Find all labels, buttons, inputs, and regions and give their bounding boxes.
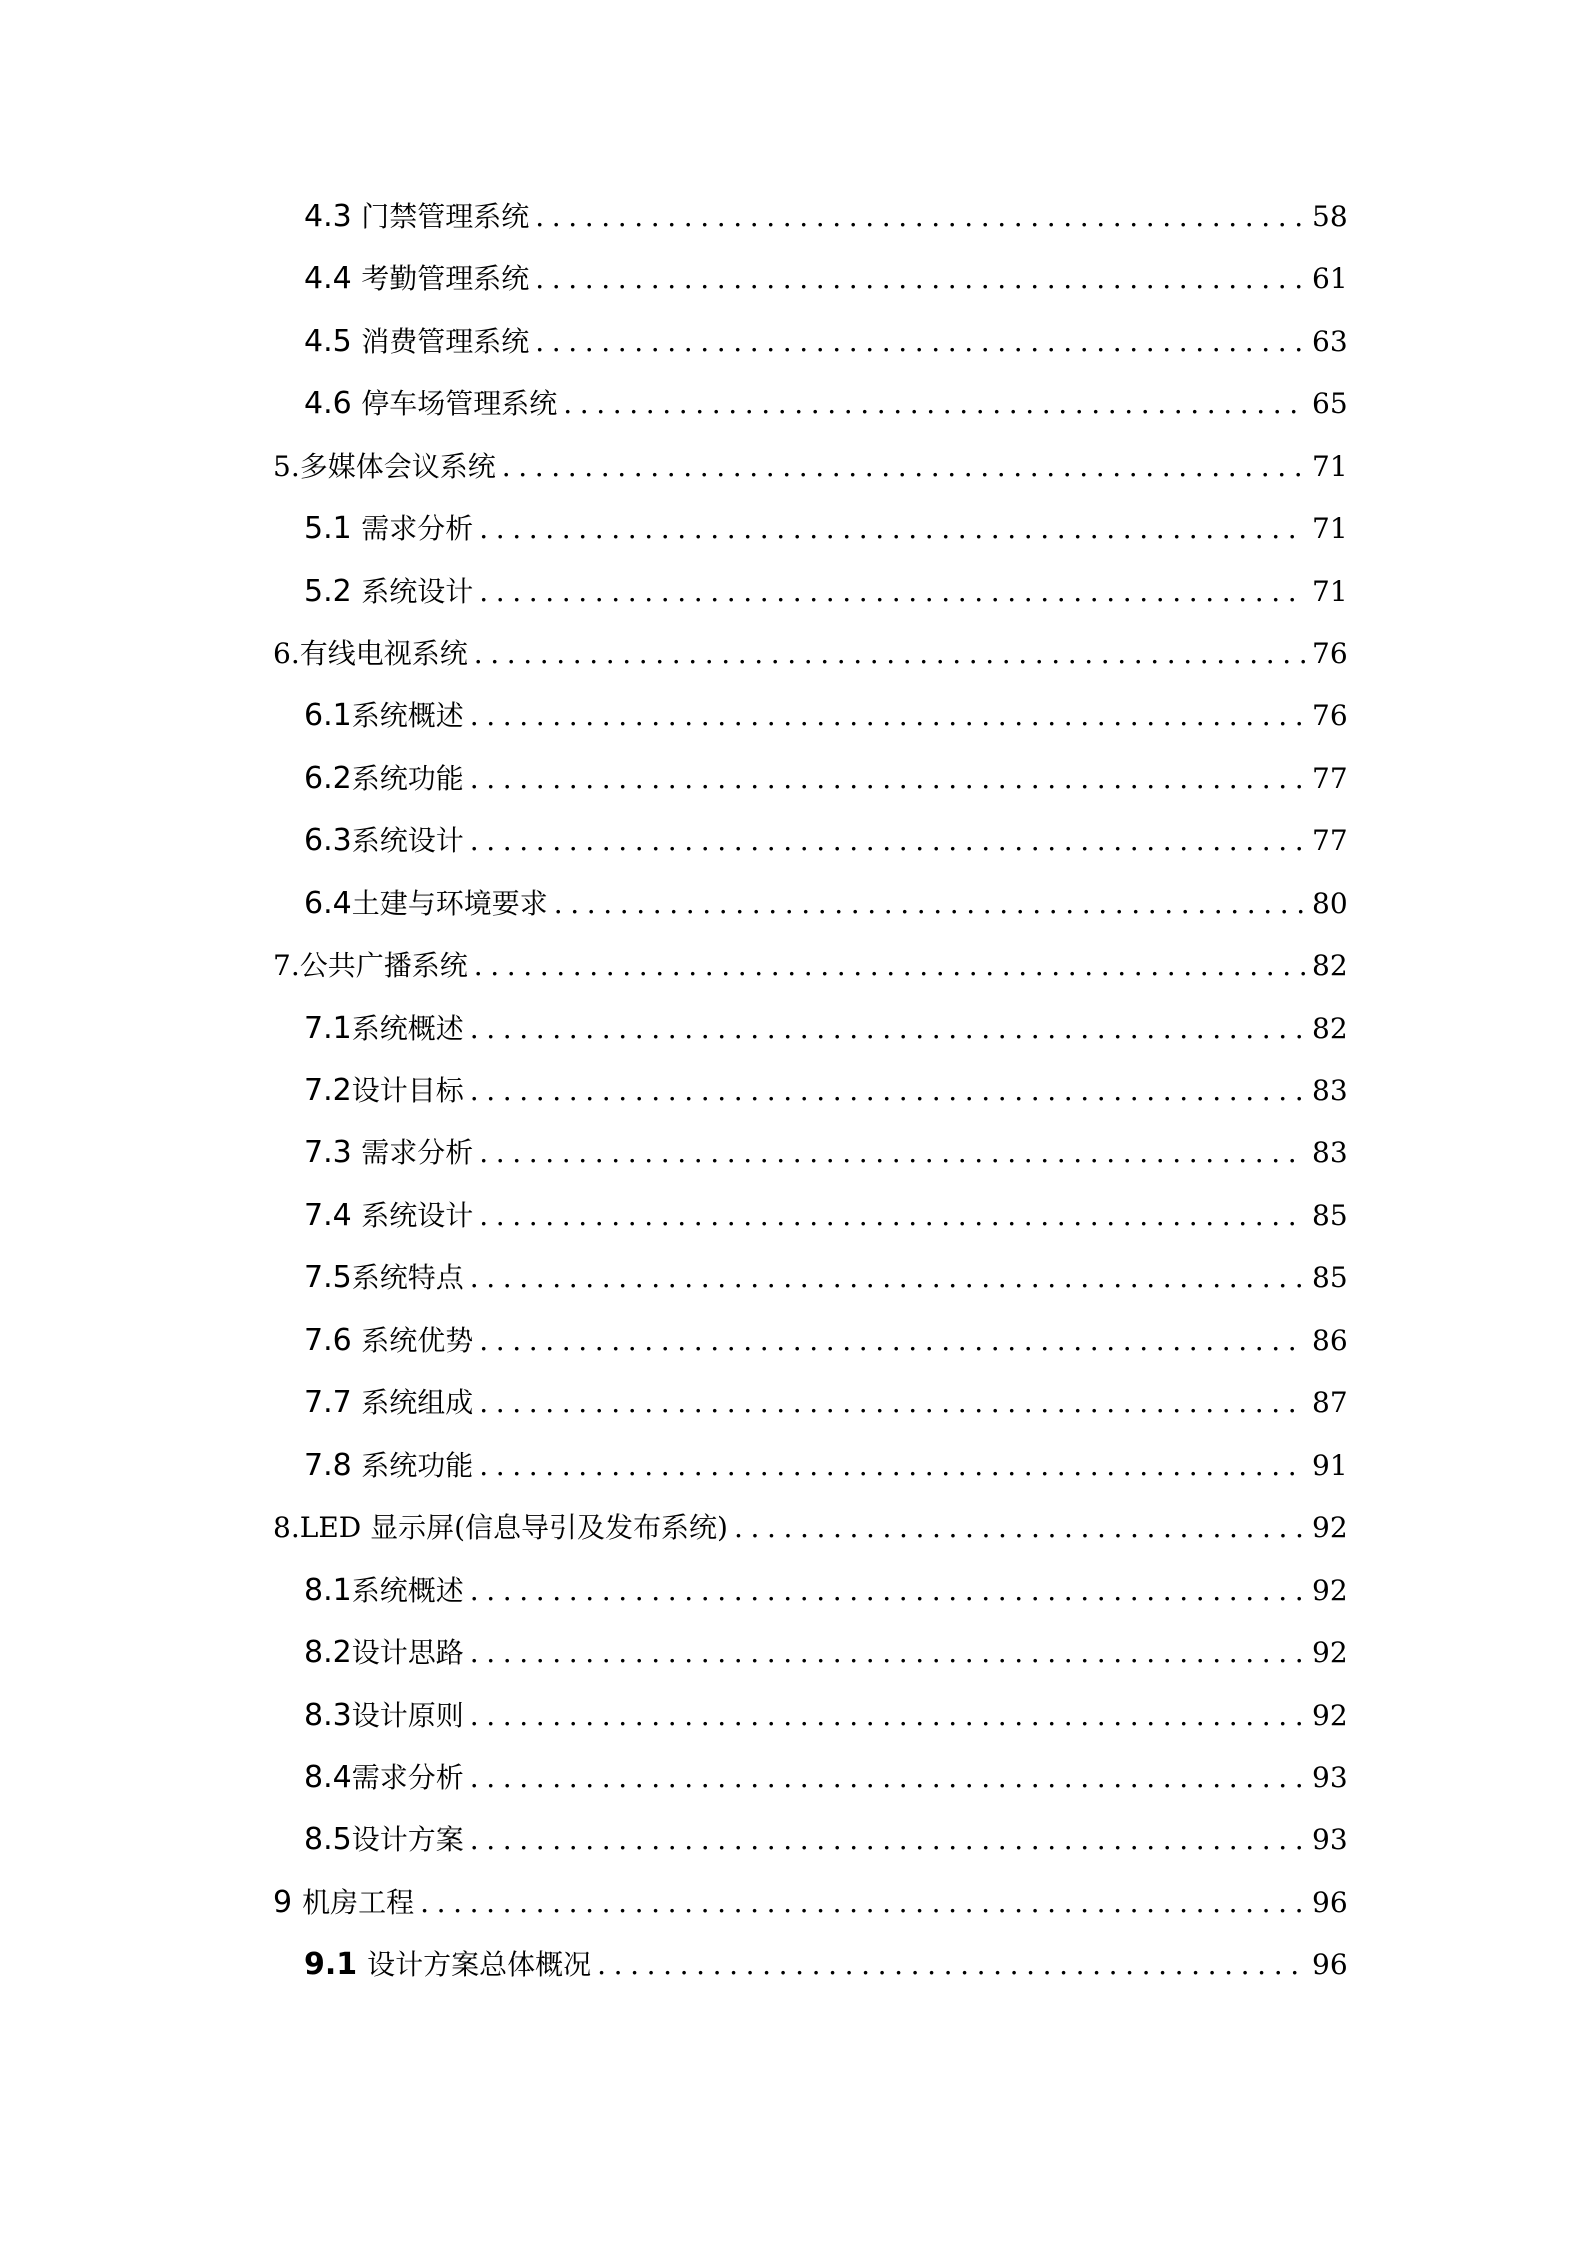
toc-entry-title: 有线电视系统 [299,637,468,670]
toc-entry-number: 7.7 [304,1385,362,1420]
dot-leader [597,1948,1306,1981]
toc-entry-number: 4.5 [304,324,362,359]
toc-entry[interactable] [0,1885,1587,1925]
toc-entry-title: 门禁管理系统 [361,200,530,233]
toc-entry-title: 系统设计 [351,824,464,857]
toc-entry-title: 多媒体会议系统 [299,450,496,483]
toc-entry-number: 9 [273,1885,293,1920]
toc-entry[interactable] [0,386,1587,426]
toc-entry[interactable] [0,1760,1587,1800]
toc-entry-page: 76 [1312,699,1348,732]
toc-entry-title: 消费管理系统 [361,325,530,358]
toc-entry-title: 停车场管理系统 [361,387,558,420]
toc-entry-number: 4.3 [304,199,362,234]
toc-entry-number: 8.5 [304,1822,352,1857]
toc-entry-number: 4.4 [304,261,362,296]
toc-entry-page: 71 [1312,575,1348,608]
toc-entry-title: 系统组成 [361,1386,474,1419]
toc-entry-title: 设计方案 [351,1823,464,1856]
toc-entry-number: 4.6 [304,386,362,421]
toc-entry-title: 需求分析 [351,1761,464,1794]
toc-entry-title: LED 显示屏(信息导引及发布系统) [299,1511,728,1544]
dot-leader [479,1136,1306,1169]
dot-leader [470,1574,1306,1607]
toc-entry-page: 85 [1312,1261,1348,1294]
toc-entry-number: 7.8 [304,1448,362,1483]
toc-entry-title: 设计原则 [351,1699,464,1732]
toc-entry-page: 96 [1312,1886,1348,1919]
toc-entry-title: 公共广播系统 [299,949,468,982]
toc-entry-title: 系统设计 [361,1199,474,1232]
toc-entry-number: 6. [273,637,300,670]
toc-entry-title: 机房工程 [302,1886,415,1919]
dot-leader [502,450,1306,483]
toc-entry[interactable] [0,1385,1587,1425]
dot-leader [470,824,1306,857]
toc-entry-title: 系统概述 [351,1574,464,1607]
toc-entry-title: 需求分析 [361,512,474,545]
dot-leader [479,1449,1306,1482]
toc-entry-number: 7. [273,949,300,982]
dot-leader [470,1012,1306,1045]
dot-leader [563,387,1306,420]
toc-entry-page: 80 [1312,887,1348,920]
toc-entry-page: 92 [1312,1699,1348,1732]
dot-leader [479,1324,1306,1357]
toc-entry-page: 58 [1312,200,1348,233]
toc-entry[interactable] [0,1822,1587,1862]
toc-entry[interactable] [0,1635,1587,1675]
toc-entry-title: 系统优势 [361,1324,474,1357]
dot-leader [535,200,1306,233]
toc-entry-number: 5.2 [304,574,362,609]
toc-entry-page: 71 [1312,512,1348,545]
toc-entry-title: 系统设计 [361,575,474,608]
toc-entry-page: 91 [1312,1449,1348,1482]
dot-leader [554,887,1306,920]
toc-entry-number: 8.1 [304,1573,352,1608]
toc-entry-number: 8.2 [304,1635,352,1670]
toc-entry-page: 82 [1312,949,1348,982]
dot-leader [479,575,1306,608]
toc-entry-title: 系统概述 [351,699,464,732]
dot-leader [420,1886,1306,1919]
toc-entry[interactable] [0,449,1587,489]
toc-entry-page: 92 [1312,1636,1348,1669]
toc-entry-number: 6.4 [304,886,352,921]
dot-leader [470,762,1306,795]
toc-entry-title: 系统功能 [351,762,464,795]
toc-entry-page: 76 [1312,637,1348,670]
toc-entry[interactable] [0,1323,1587,1363]
toc-entry-number: 6.3 [304,823,352,858]
dot-leader [734,1511,1306,1544]
toc-entry[interactable] [0,1947,1587,1987]
toc-entry[interactable] [0,948,1587,988]
toc-entry-page: 61 [1312,262,1348,295]
toc-entry[interactable] [0,636,1587,676]
toc-entry-number: 7.4 [304,1198,362,1233]
dot-leader [470,1823,1306,1856]
dot-leader [470,1074,1306,1107]
toc-entry-number: 8.3 [304,1698,352,1733]
toc-entry[interactable] [0,324,1587,364]
toc-entry-page: 85 [1312,1199,1348,1232]
toc-entry-number: 7.1 [304,1011,352,1046]
toc-entry-title: 系统概述 [351,1012,464,1045]
toc-entry[interactable] [0,698,1587,738]
toc-entry-title: 系统功能 [361,1449,474,1482]
toc-entry[interactable] [0,1448,1587,1488]
toc-entry-number: 5.1 [304,511,362,546]
dot-leader [479,1199,1306,1232]
dot-leader [479,512,1306,545]
toc-entry[interactable] [0,1073,1587,1113]
toc-entry-title: 设计目标 [351,1074,464,1107]
toc-entry[interactable] [0,823,1587,863]
toc-entry-title: 考勤管理系统 [361,262,530,295]
toc-entry[interactable] [0,761,1587,801]
toc-entry-page: 93 [1312,1823,1348,1856]
toc-entry-page: 63 [1312,325,1348,358]
toc-entry[interactable] [0,886,1587,926]
toc-entry-number: 6.2 [304,761,352,796]
toc-entry-number: 7.3 [304,1135,362,1170]
toc-entry-page: 65 [1312,387,1348,420]
toc-entry[interactable] [0,1135,1587,1175]
toc-entry-number: 7.6 [304,1323,362,1358]
toc-entry-page: 77 [1312,824,1348,857]
toc-entry-page: 93 [1312,1761,1348,1794]
toc-entry-title: 土建与环境要求 [351,887,548,920]
toc-entry-page: 86 [1312,1324,1348,1357]
toc-entry[interactable] [0,1573,1587,1613]
dot-leader [479,1386,1306,1419]
toc-entry-page: 87 [1312,1386,1348,1419]
toc-entry-title: 需求分析 [361,1136,474,1169]
toc-entry[interactable] [0,1510,1587,1550]
toc-entry-number: 5. [273,450,300,483]
toc-entry-title: 设计思路 [351,1636,464,1669]
dot-leader [535,262,1306,295]
toc-entry[interactable] [0,574,1587,614]
toc-entry-page: 92 [1312,1511,1348,1544]
toc-entry-title: 系统特点 [351,1261,464,1294]
dot-leader [470,1636,1306,1669]
toc-entry-number: 9.1 [304,1947,358,1982]
toc-entry-number: 8. [273,1511,300,1544]
toc-entry-number: 7.5 [304,1260,352,1295]
toc-entry-page: 83 [1312,1074,1348,1107]
dot-leader [474,949,1306,982]
dot-leader [474,637,1306,670]
toc-entry[interactable] [0,1260,1587,1300]
dot-leader [535,325,1306,358]
toc-entry-number: 7.2 [304,1073,352,1108]
toc-entry-page: 77 [1312,762,1348,795]
toc-entry-page: 83 [1312,1136,1348,1169]
toc-entry[interactable] [0,1698,1587,1738]
toc-entry-title: 设计方案总体概况 [367,1948,592,1981]
dot-leader [470,1699,1306,1732]
toc-entry[interactable] [0,261,1587,301]
toc-entry[interactable] [0,1198,1587,1238]
toc-entry-page: 71 [1312,450,1348,483]
dot-leader [470,1761,1306,1794]
dot-leader [470,1261,1306,1294]
toc-entry-page: 92 [1312,1574,1348,1607]
dot-leader [470,699,1306,732]
toc-entry-page: 82 [1312,1012,1348,1045]
toc-entry[interactable] [0,199,1587,239]
toc-entry[interactable] [0,1011,1587,1051]
toc-entry[interactable] [0,511,1587,551]
toc-entry-page: 96 [1312,1948,1348,1981]
toc-entry-number: 8.4 [304,1760,352,1795]
toc-entry-number: 6.1 [304,698,352,733]
